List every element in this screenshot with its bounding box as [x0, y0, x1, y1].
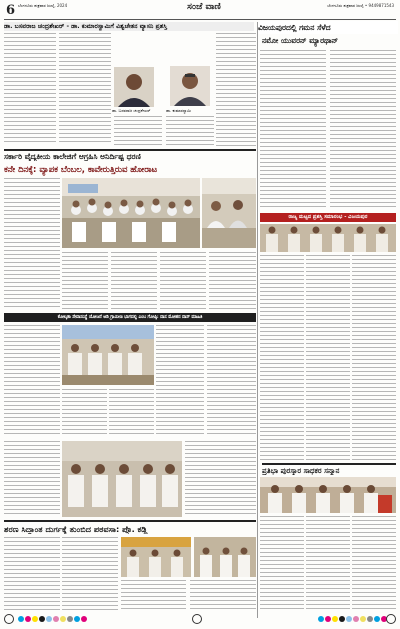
portrait-photo — [114, 67, 154, 107]
article-text-column — [306, 255, 350, 460]
right-lower-headline: ಪ್ರತಿಭಾ ಪುರಸ್ಕಾರ ಸಾಧಕರ ಸನ್ಮಾನ — [262, 463, 396, 475]
color-swatch — [81, 616, 87, 622]
registration-mark-icon — [4, 614, 14, 624]
color-swatch-bar — [18, 616, 87, 624]
article-text-column — [62, 252, 108, 310]
color-swatch — [346, 616, 352, 622]
article-text-column — [4, 33, 56, 145]
portrait-photo — [170, 66, 210, 106]
color-swatch — [360, 616, 366, 622]
column-divider — [257, 22, 258, 618]
event-photo — [194, 537, 256, 577]
protest-photo — [62, 178, 200, 248]
masthead — [4, 2, 396, 20]
color-swatch — [74, 616, 80, 622]
right-mid-banner: ರಾಜ್ಯ ಮಟ್ಟದ ಪ್ರಶಸ್ತಿ ಸಮಾರಂಭ - ವಿಜಯಪುರ — [260, 213, 396, 222]
article-text-column — [352, 255, 396, 460]
color-swatch — [318, 616, 324, 622]
color-swatch — [32, 616, 38, 622]
photo-caption: ಡಾ. ಕುಮಾರಸ್ವಾಮಿ — [166, 108, 191, 113]
article-text-column — [207, 325, 256, 437]
award-ceremony-photo — [260, 224, 396, 252]
article-text-column — [216, 33, 256, 146]
article-text-column — [4, 178, 60, 310]
registration-mark-icon — [386, 614, 396, 624]
meeting-photo — [62, 325, 154, 385]
color-swatch — [67, 616, 73, 622]
masthead-left-info: ಬೆಂಗಳೂರು ಶುಕ್ರವಾರ ಜುಲೈ, 2024 — [18, 3, 68, 8]
article-text-column — [260, 255, 304, 460]
mid-left-headline-bar: ಕೋಲ್ಕತಾ ಸೇವಾಸಂಸ್ಥೆ ಯೋಜನೆ ಅಡಿ ಗ್ರಾಮೀಣ ಭಾಗದಲ್ಲಿ ಎಂಬ ಗೋಷ್ಠಿ: ದಾಸ ಮೋಹನ ದಾಸ್ ಮಾಹಿತಿ — [4, 313, 256, 322]
color-swatch — [332, 616, 338, 622]
article-text-column — [4, 441, 60, 517]
protest-photo-detail — [202, 178, 256, 248]
top-left-headline: ಡಾ. ಬಸವರಾಜ ಚಂದ್ರಶೇಖರ್ - ಡಾ. ಕುಮಾರಸ್ವಾಮಿಗೆ ವಿಶ್ವಚೇತನ ವ್ಯಾಸನಿ ಪ್ರಶಸ್ತಿ — [4, 22, 254, 31]
article-text-column — [4, 325, 60, 437]
article-text-column — [156, 325, 204, 437]
article-text-column — [260, 516, 304, 612]
article-text-column — [190, 580, 256, 611]
article-text-column — [209, 252, 256, 310]
article-text-column — [109, 389, 154, 437]
color-swatch — [325, 616, 331, 622]
main-headline-line-1: ಸರ್ಕಾರಿ ವೈದ್ಯಕೀಯ ಕಾಲೇಜಿಗೆ ಆಗ್ರಹಿಸಿ ಅನಿರ್ದಿಷ್ಟ ಧರಣಿ — [4, 149, 256, 161]
color-swatch — [25, 616, 31, 622]
seminar-photo — [62, 441, 182, 517]
bottom-headline: ಶರಣ ಸಿದ್ಧಾಂತ ದುರ್ಗಕ್ಕೆ ತುಂಬಿದ ಪಠವಸಾ: ಪ್ರೊ. ಕಡ್ಲಿ — [4, 520, 256, 534]
color-swatch — [353, 616, 359, 622]
top-right-headline-line-2: ನಮೋ ಯುವರನ್ ಮ್ಯಾರಥಾನ್ — [262, 36, 339, 45]
color-swatch — [18, 616, 24, 622]
color-swatch — [39, 616, 45, 622]
article-text-column — [185, 441, 256, 517]
article-text-column — [160, 252, 206, 310]
top-right-headline-line-1: ವಿಜಯಪುರದಲ್ಲಿ ಗಮನ ಸೆಳೆದ — [258, 21, 398, 34]
page-number: 6 — [6, 3, 16, 18]
article-text-column — [59, 33, 111, 145]
color-swatch — [374, 616, 380, 622]
color-swatch — [53, 616, 59, 622]
article-text-column — [62, 389, 107, 437]
event-photo — [121, 537, 191, 577]
color-swatch — [367, 616, 373, 622]
article-text-column — [166, 116, 214, 146]
article-text-column — [330, 50, 396, 210]
article-text-column — [62, 537, 118, 611]
article-text-column — [260, 50, 326, 210]
article-text-column — [111, 252, 157, 310]
main-headline-line-2: ಕನೇ ದಿನಕ್ಕೆ: ವ್ಯಾಪಕ ಬೆಂಬಲ, ಕಾವೇರುತ್ತಿರುವ ಹೋರಾಟ — [4, 164, 158, 174]
article-text-column — [4, 537, 60, 611]
color-swatch-bar — [318, 616, 387, 624]
felicitation-photo — [260, 477, 396, 513]
masthead-right-info: ಬೆಂಗಳೂರು ಶುಕ್ರವಾರ ಜುಲೈ • 9449871543 — [327, 3, 394, 8]
article-text-column — [306, 516, 350, 612]
color-swatch — [339, 616, 345, 622]
registration-mark-icon — [192, 614, 202, 624]
article-text-column — [114, 116, 162, 146]
color-swatch — [46, 616, 52, 622]
masthead-brand: ಸಂಜೆ ವಾಣಿ — [187, 2, 221, 12]
article-text-column — [121, 580, 186, 611]
article-text-column — [352, 516, 396, 612]
photo-caption: ಡಾ. ಬಸವರಾಜ ಚಂದ್ರಶೇಖರ್ — [112, 108, 151, 113]
color-swatch — [60, 616, 66, 622]
